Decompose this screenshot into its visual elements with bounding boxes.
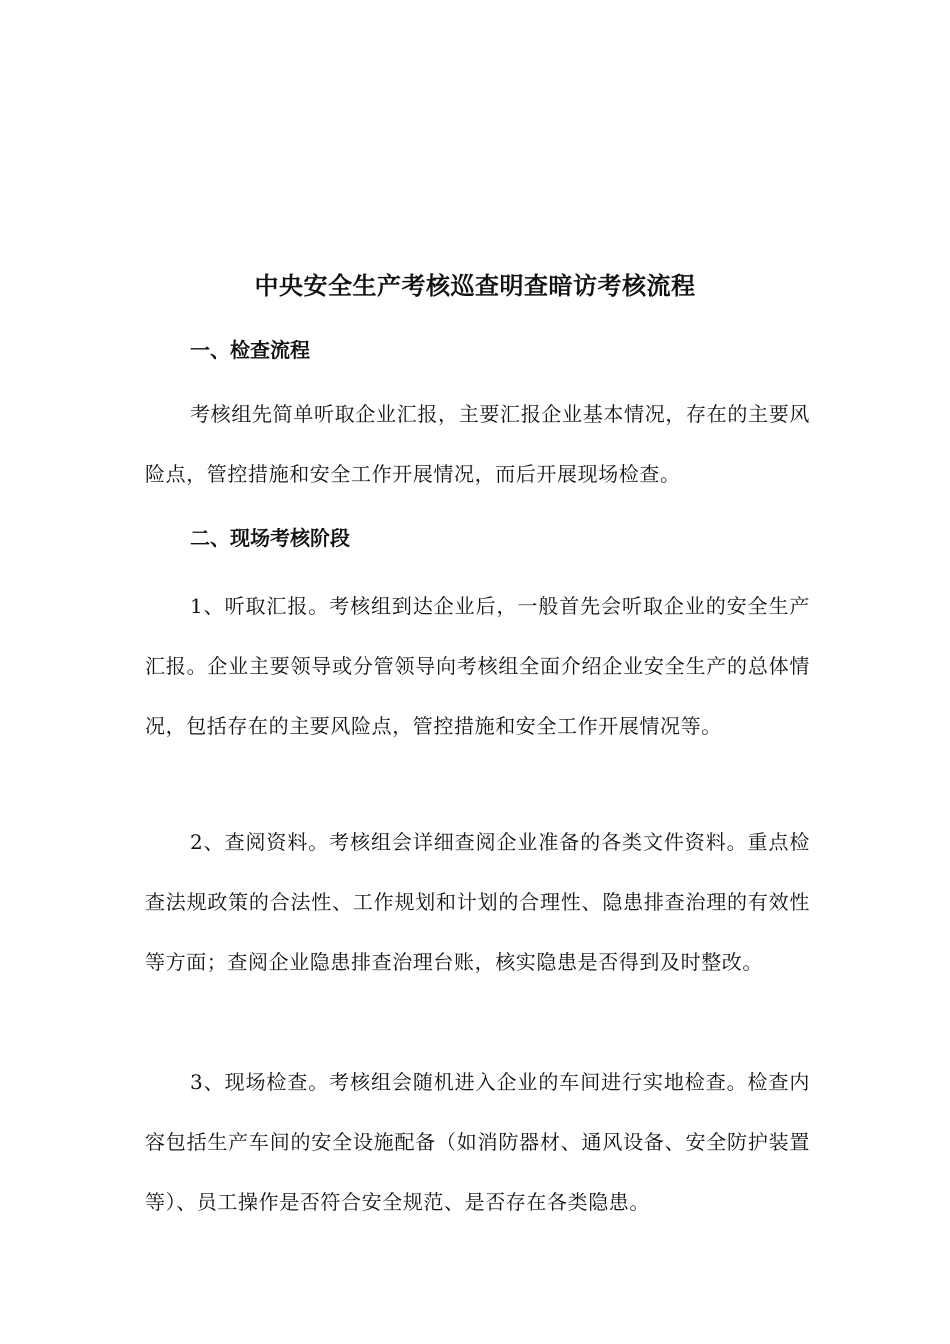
- paragraph-inspection-process: 考核组先简单听取企业汇报，主要汇报企业基本情况，存在的主要风险点，管控措施和安全工作开展情况，而后开展现场检查。: [145, 402, 810, 486]
- paragraph-listen-report: 1、听取汇报。考核组到达企业后，一般首先会听取企业的安全生产汇报。企业主要领导或分管领导向考核组全面介绍企业安全生产的总体情况，包括存在的主要风险点，管控措施和安全工作开展情况等。: [145, 594, 810, 738]
- paragraph-onsite-inspection: 3、现场检查。考核组会随机进入企业的车间进行实地检查。检查内容包括生产车间的安全设施配备（如消防器材、通风设备、安全防护装置等）、员工操作是否符合安全规范、是否存在各类隐患。: [145, 1070, 810, 1214]
- document-title: 中央安全生产考核巡查明查暗访考核流程: [254, 272, 696, 300]
- paragraph-review-documents: 2、查阅资料。考核组会详细查阅企业准备的各类文件资料。重点检查法规政策的合法性、工作规划和计划的合理性、隐患排查治理的有效性等方面；查阅企业隐患排查治理台账，核实隐患是否得到及时整改。: [145, 830, 810, 974]
- section-heading-inspection-process: 一、检查流程: [190, 338, 310, 362]
- section-heading-onsite-assessment: 二、现场考核阶段: [190, 526, 350, 550]
